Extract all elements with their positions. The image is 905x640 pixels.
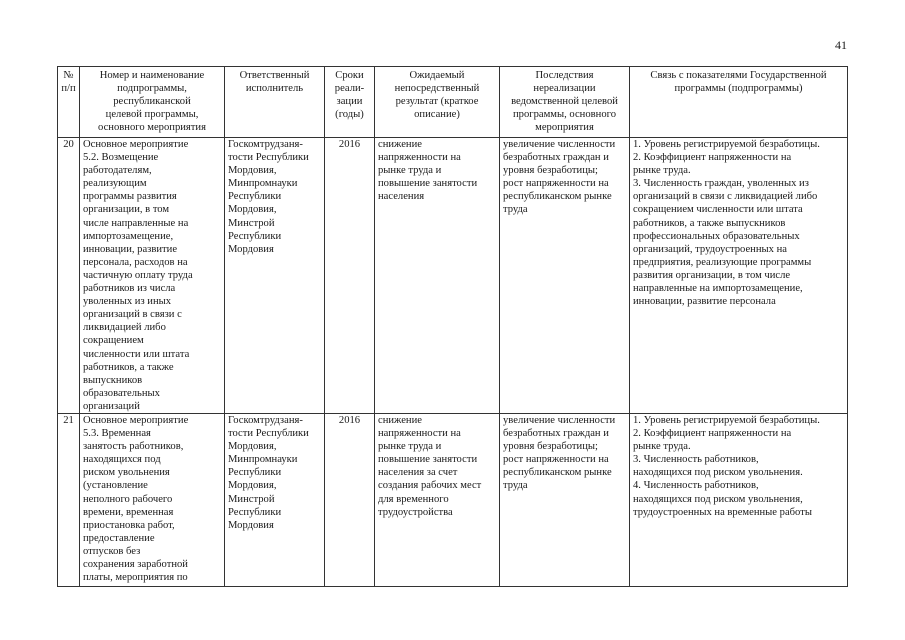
cell-line: увеличение численности bbox=[503, 414, 616, 426]
cell-line: реали- bbox=[334, 83, 365, 95]
row-consequence bbox=[500, 413, 630, 586]
cell-line: риском увольнения bbox=[83, 467, 170, 479]
cell-line: Мордовия, bbox=[228, 165, 277, 177]
header-executor bbox=[225, 67, 325, 138]
cell-line: Республики bbox=[228, 191, 282, 203]
row-period: 2016 bbox=[325, 413, 375, 586]
cell-line: организаций bbox=[83, 400, 140, 412]
cell-line: труда bbox=[503, 480, 528, 492]
cell-line: Республики bbox=[228, 467, 282, 479]
cell-line: Мордовия bbox=[228, 243, 274, 255]
cell-line: организаций в связи с ликвидацией либо bbox=[633, 191, 818, 203]
cell-line: предприятия, реализующие программы bbox=[633, 256, 812, 268]
row-name bbox=[80, 413, 225, 586]
cell-line: ликвидацией либо bbox=[83, 322, 166, 334]
cell-line: Мордовия, bbox=[228, 480, 277, 492]
cell-line: численности или штата bbox=[83, 348, 190, 360]
cell-line: уволенных из иных bbox=[83, 296, 172, 308]
cell-line: напряженности на bbox=[378, 428, 461, 440]
table-row bbox=[58, 413, 848, 586]
cell-line: Последствия bbox=[535, 70, 594, 81]
cell-line: программы (подпрограммы) bbox=[674, 83, 803, 95]
cell-line: безработных граждан и bbox=[503, 428, 609, 440]
cell-line: развития организации, в том числе bbox=[633, 269, 791, 281]
row-result bbox=[375, 413, 500, 586]
cell-line: Основное мероприятие bbox=[83, 414, 189, 426]
cell-line: 2. Коэффициент напряженности на bbox=[633, 428, 792, 440]
cell-line: целевой программы, bbox=[105, 109, 199, 121]
cell-line: образовательных bbox=[83, 387, 160, 399]
cell-line: республиканском рынке bbox=[503, 467, 612, 479]
cell-line: платы, мероприятия по bbox=[83, 572, 188, 584]
cell-line: Мордовия, bbox=[228, 204, 277, 216]
cell-line: находящихся под bbox=[83, 454, 161, 466]
cell-line: времени, временная bbox=[83, 506, 174, 518]
cell-line: импортозамещение, bbox=[83, 230, 174, 242]
row-executor bbox=[225, 138, 325, 414]
cell-line: зации bbox=[336, 96, 363, 108]
cell-line: создания рабочих мест bbox=[378, 480, 482, 492]
cell-line: тости Республики bbox=[228, 428, 309, 440]
cell-line: направленные на импортозамещение, bbox=[633, 283, 803, 295]
cell-line: безработных граждан и bbox=[503, 152, 609, 164]
cell-line: мероприятия bbox=[535, 122, 594, 134]
cell-line: сохранения заработной bbox=[83, 559, 188, 570]
cell-line: основного мероприятия bbox=[98, 122, 206, 134]
row-num: 20 bbox=[58, 138, 80, 414]
cell-line: работников, а также выпускников bbox=[633, 217, 786, 229]
cell-line: труда bbox=[503, 204, 528, 216]
cell-line: Сроки bbox=[335, 70, 364, 81]
cell-line: рост напряженности на bbox=[503, 178, 609, 190]
cell-line: снижение bbox=[378, 139, 422, 150]
program-table bbox=[57, 66, 848, 587]
cell-line: Госкомтрудзаня- bbox=[228, 414, 303, 426]
cell-line: рынке труда и bbox=[378, 441, 442, 453]
header-period bbox=[325, 67, 375, 138]
table-header-row bbox=[58, 67, 848, 138]
cell-line: находящихся под риском увольнения, bbox=[633, 493, 803, 505]
cell-line: результат (краткое bbox=[395, 96, 479, 108]
cell-line: работодателям, bbox=[83, 165, 152, 177]
cell-line: инновации, развитие bbox=[83, 243, 178, 255]
cell-line: организации, в том bbox=[83, 204, 170, 216]
header-link bbox=[630, 67, 848, 138]
cell-line: увеличение численности bbox=[503, 139, 616, 150]
cell-line: работников из числа bbox=[83, 283, 176, 295]
cell-line: программы, основного bbox=[512, 109, 616, 121]
cell-line: Номер и наименование bbox=[99, 70, 205, 81]
cell-line: Республики bbox=[228, 506, 282, 518]
cell-line: Минстрой bbox=[228, 493, 275, 505]
cell-line: неполного рабочего bbox=[83, 493, 173, 505]
row-name bbox=[80, 138, 225, 414]
cell-line: 5.2. Возмещение bbox=[83, 152, 159, 164]
page-number: 41 bbox=[835, 38, 847, 52]
cell-line: непосредственный bbox=[394, 83, 480, 95]
cell-line: приостановка работ, bbox=[83, 519, 175, 531]
cell-line: частичную оплату труда bbox=[83, 269, 193, 281]
cell-line: выпускников bbox=[83, 374, 143, 386]
cell-line: населения bbox=[378, 191, 425, 203]
cell-line: ведомственной целевой bbox=[511, 96, 618, 108]
cell-line: Ожидаемый bbox=[409, 70, 465, 81]
cell-line: населения за счет bbox=[378, 467, 458, 479]
cell-line: трудоустроенных на временные работы bbox=[633, 506, 812, 518]
header-name bbox=[80, 67, 225, 138]
cell-line: уровня безработицы; bbox=[503, 441, 598, 453]
row-executor bbox=[225, 413, 325, 586]
cell-line: 3. Численность граждан, уволенных из bbox=[633, 178, 809, 190]
cell-line: Ответственный bbox=[239, 70, 310, 81]
cell-line: для временного bbox=[378, 493, 449, 505]
cell-line: 2. Коэффициент напряженности на bbox=[633, 152, 792, 164]
cell-line: реализующим bbox=[83, 178, 147, 190]
cell-line: 1. Уровень регистрируемой безработицы. bbox=[633, 414, 820, 426]
cell-line: повышение занятости bbox=[378, 178, 478, 190]
cell-line: тости Республики bbox=[228, 152, 309, 164]
cell-line: Мордовия, bbox=[228, 441, 277, 453]
cell-line: Мордовия bbox=[228, 519, 274, 531]
cell-line: занятость работников, bbox=[83, 441, 184, 453]
cell-line: Минпромнауки bbox=[228, 454, 298, 466]
cell-line: отпусков без bbox=[83, 545, 141, 557]
row-period: 2016 bbox=[325, 138, 375, 414]
cell-line: республиканской bbox=[113, 96, 191, 108]
row-link bbox=[630, 138, 848, 414]
cell-line: персонала, расходов на bbox=[83, 256, 188, 268]
cell-line: напряженности на bbox=[378, 152, 461, 164]
cell-line: предоставление bbox=[83, 532, 155, 544]
header-consequence bbox=[500, 67, 630, 138]
cell-line: 5.3. Временная bbox=[83, 428, 151, 440]
cell-line: организаций в связи с bbox=[83, 309, 182, 321]
cell-line: находящихся под риском увольнения. bbox=[633, 467, 803, 479]
row-consequence bbox=[500, 138, 630, 414]
cell-line: исполнитель bbox=[245, 83, 304, 95]
cell-line: уровня безработицы; bbox=[503, 165, 598, 177]
cell-line: 4. Численность работников, bbox=[633, 480, 759, 492]
cell-line: профессиональных образовательных bbox=[633, 230, 800, 242]
cell-line: повышение занятости bbox=[378, 454, 478, 466]
row-num: 21 bbox=[58, 413, 80, 586]
table-row bbox=[58, 138, 848, 414]
cell-line: сокращением bbox=[83, 335, 144, 347]
cell-line: Основное мероприятие bbox=[83, 139, 189, 150]
cell-line: п/п bbox=[61, 83, 76, 95]
cell-line: рынке труда. bbox=[633, 441, 691, 453]
cell-line: описание) bbox=[414, 109, 460, 121]
row-result bbox=[375, 138, 500, 414]
cell-line: инновации, развитие персонала bbox=[633, 296, 776, 308]
cell-line: Минстрой bbox=[228, 217, 275, 229]
cell-line: Республики bbox=[228, 230, 282, 242]
cell-line: (установление bbox=[83, 480, 148, 492]
cell-line: рост напряженности на bbox=[503, 454, 609, 466]
cell-line: республиканском рынке bbox=[503, 191, 612, 203]
cell-line: организаций, трудоустроенных на bbox=[633, 243, 787, 255]
cell-line: (годы) bbox=[335, 109, 364, 121]
cell-line: программы развития bbox=[83, 191, 177, 203]
cell-line: Связь с показателями Государственной bbox=[650, 70, 827, 81]
cell-line: № bbox=[63, 70, 74, 81]
cell-line: Минпромнауки bbox=[228, 178, 298, 190]
row-link bbox=[630, 413, 848, 586]
cell-line: сокращением численности или штата bbox=[633, 204, 803, 216]
cell-line: числе направленные на bbox=[83, 217, 189, 229]
cell-line: рынке труда. bbox=[633, 165, 691, 177]
cell-line: рынке труда и bbox=[378, 165, 442, 177]
cell-line: работников, а также bbox=[83, 361, 174, 373]
cell-line: 1. Уровень регистрируемой безработицы. bbox=[633, 139, 820, 150]
cell-line: трудоустройства bbox=[378, 506, 453, 518]
header-num bbox=[58, 67, 80, 138]
cell-line: снижение bbox=[378, 414, 422, 426]
cell-line: Госкомтрудзаня- bbox=[228, 139, 303, 150]
cell-line: 3. Численность работников, bbox=[633, 454, 759, 466]
cell-line: нереализации bbox=[533, 83, 596, 95]
cell-line: подпрограммы, bbox=[117, 83, 187, 95]
header-result bbox=[375, 67, 500, 138]
